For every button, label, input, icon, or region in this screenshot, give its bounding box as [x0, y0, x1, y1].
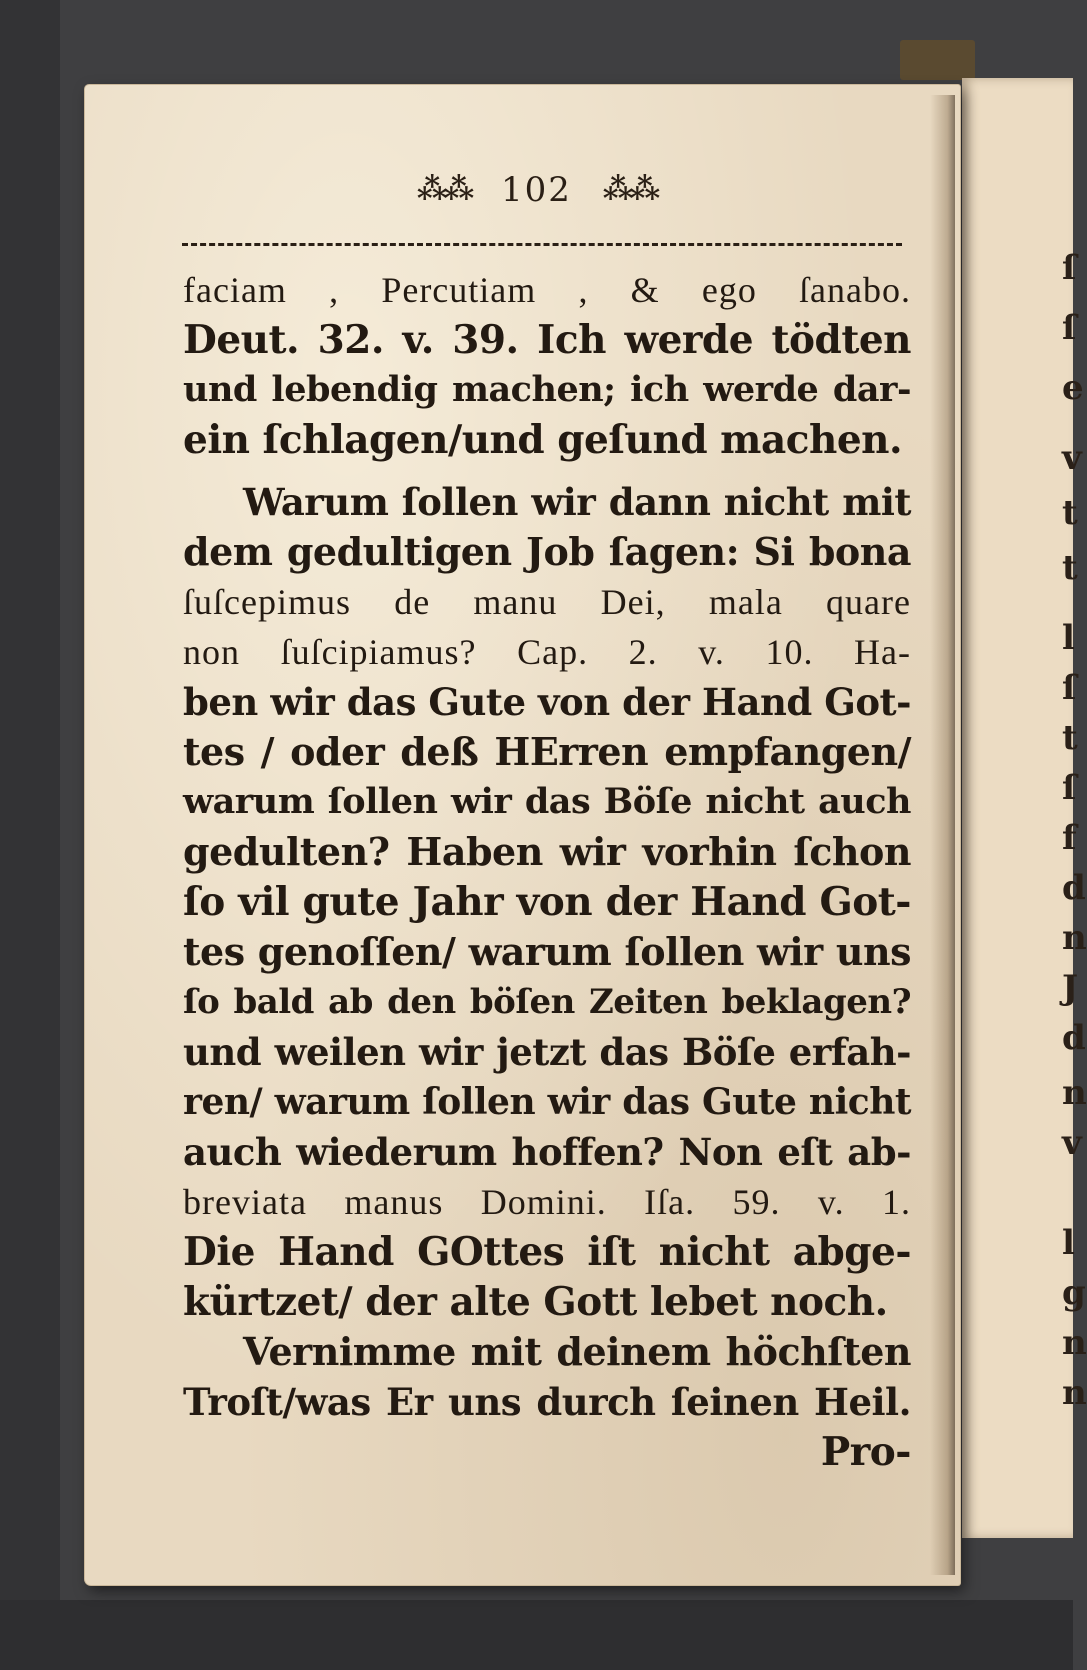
facing-page-fragment: ſ — [1062, 668, 1077, 708]
facing-page-fragment: n — [1062, 1323, 1087, 1363]
facing-page-fragment: n — [1062, 918, 1087, 958]
facing-page-fragment: g — [1062, 1273, 1086, 1313]
page-body — [183, 265, 911, 1477]
facing-page-fragment: J — [1062, 968, 1079, 1008]
text-line: auch wiederum hoffen? Non eſt ab- — [183, 1130, 911, 1174]
facing-page-fragment: e — [1062, 368, 1084, 408]
background-left — [0, 0, 60, 1670]
catchword: Pro- — [820, 1429, 911, 1475]
ornament-right-icon: ⁂⁂ — [602, 172, 657, 207]
facing-page-fragment: ſ — [1062, 248, 1077, 288]
text-line: warum ſollen wir das Böſe nicht auch — [183, 781, 911, 822]
text-line: non ſuſcipiamus? Cap. 2. v. 10. Ha- — [183, 632, 911, 672]
facing-page-fragment: n — [1062, 1373, 1087, 1413]
facing-page-fragment: l — [1062, 618, 1075, 658]
facing-page-fragment: n — [1062, 1073, 1087, 1113]
text-line: ren/ warum ſollen wir das Gute nicht — [183, 1081, 911, 1123]
facing-page-fragment: t — [1062, 493, 1078, 533]
facing-page-fragment: l — [1062, 1223, 1075, 1263]
page-number: 102 — [501, 170, 572, 210]
text-line: dem gedultigen Job ſagen: Si bona — [183, 529, 911, 574]
text-line: ein ſchlagen/und geſund machen. — [183, 417, 903, 463]
facing-page-fragment: f — [1062, 818, 1077, 858]
page-header — [0, 170, 1073, 210]
text-line: ſo bald ab den böſen Zeiten beklagen? — [183, 982, 911, 1022]
text-line: und lebendig machen; ich werde dar- — [183, 369, 911, 410]
facing-page — [962, 78, 1087, 1538]
facing-page-fragment: ſ — [1062, 308, 1077, 348]
facing-page-fragment: v — [1062, 438, 1082, 478]
text-line: gedulten? Haben wir vorhin ſchon — [183, 829, 911, 874]
facing-page-fragment: t — [1062, 718, 1078, 758]
text-line: faciam , Percutiam , & ego ſanabo. — [183, 270, 911, 310]
text-line: Troſt/was Er uns durch ſeinen Heil. — [183, 1380, 911, 1424]
text-line: und weilen wir jetzt das Böſe erfah- — [183, 1030, 911, 1074]
text-line: ben wir das Gute von der Hand Got- — [183, 680, 911, 724]
text-line: ſo vil gute Jahr von der Hand Got- — [183, 879, 911, 925]
facing-page-fragment: t — [1062, 548, 1078, 588]
facing-page-fragment: d — [1062, 1018, 1086, 1058]
header-rule — [182, 243, 902, 246]
text-line: tes / oder deß HErren empfangen/ — [183, 729, 911, 774]
facing-page-fragment: d — [1062, 868, 1086, 908]
text-line: Die Hand GOttes iſt nicht abge- — [183, 1229, 911, 1275]
book-tab — [900, 40, 975, 80]
background-bottom — [0, 1600, 1073, 1670]
facing-page-fragment: v — [1062, 1123, 1082, 1163]
text-line: Deut. 32. v. 39. Ich werde tödten — [183, 317, 911, 363]
text-line: tes genoſſen/ warum ſollen wir uns — [183, 929, 911, 974]
ornament-left-icon: ⁂⁂ — [416, 172, 471, 207]
text-line: Vernimme mit deinem höchſten — [243, 1329, 911, 1374]
text-line: kürtzet/ der alte Gott lebet noch. — [183, 1279, 888, 1325]
facing-page-fragment: ſ — [1062, 768, 1077, 808]
text-line: ſuſcepimus de manu Dei, mala quare — [183, 582, 911, 622]
text-line: breviata manus Domini. Iſa. 59. v. 1. — [183, 1182, 911, 1222]
page-gutter-shadow — [930, 95, 955, 1575]
text-line: Warum ſollen wir dann nicht mit — [243, 480, 911, 524]
